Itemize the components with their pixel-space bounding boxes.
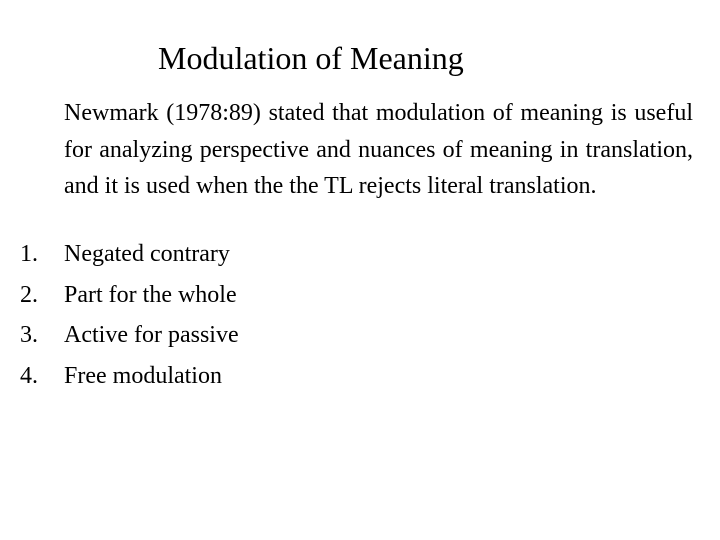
list-item-number: 3. [20,322,38,348]
list-item [20,356,239,397]
list-item [20,315,239,356]
numbered-list [20,234,239,396]
list-item-number: 1. [20,241,38,267]
slide-title: Modulation of Meaning [158,40,464,76]
list-item-text: Free modulation [64,362,222,389]
list-item [20,234,239,275]
list-item-number: 2. [20,281,38,308]
list-item-text: Part for the whole [64,281,237,308]
list-item [20,275,239,316]
intro-paragraph: Newmark (1978:89) stated that modulation of meaning is useful for analyzing perspective and nuances of meaning in translation, and it is used when the the TL rejects literal translation. [64,100,693,200]
list-item-text: Active for passive [64,322,239,348]
list-item-text: Negated contrary [64,241,230,267]
list-item-number: 4. [20,362,38,389]
